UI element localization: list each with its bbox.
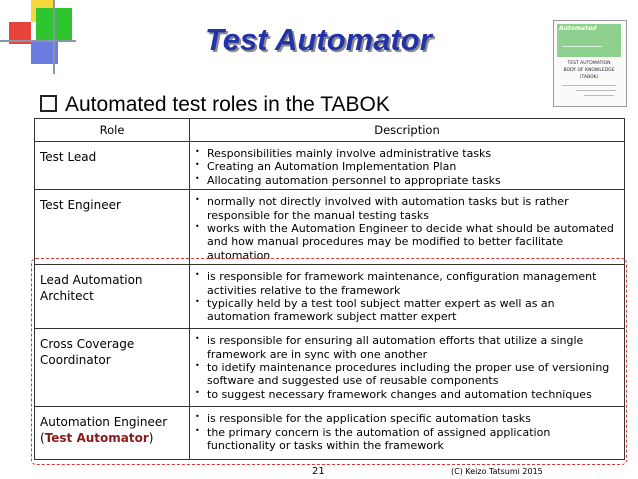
slide-title: Test Automator: [205, 22, 432, 57]
book-cover-rule: [584, 95, 614, 96]
page-number: 21: [312, 466, 325, 477]
subtitle-text: Automated test roles in the TABOK: [65, 93, 390, 116]
list-item: • is responsible for ensuring all automation efforts that utilize a single framework are in sync with one another: [193, 334, 621, 361]
role-cell: Lead Automation Architect: [35, 265, 190, 329]
book-cover-line: (TABOK): [579, 75, 599, 80]
book-cover-rule: [576, 90, 616, 91]
description-cell: [190, 190, 625, 265]
list-item: • works with the Automation Engineer to decide what should be automated and how manual procedures may be modified to better facilitate automation: [193, 222, 621, 262]
description-cell: [190, 329, 625, 407]
book-cover-rule: [562, 85, 616, 86]
decor-line-horizontal: [0, 40, 76, 42]
list-item: • Responsibilities mainly involve administrative tasks: [193, 147, 621, 160]
description-cell: [190, 265, 625, 329]
decor-line-vertical: [53, 0, 55, 74]
list-item: • is responsible for the application specific automation tasks: [193, 412, 621, 425]
list-item: • is responsible for framework maintenance, configuration management activities relative to the framework: [193, 270, 621, 297]
table-row: [35, 329, 625, 407]
list-item: • to suggest necessary framework changes and automation techniques: [193, 388, 621, 401]
list-item: • Creating an Automation Implementation Plan: [193, 160, 621, 173]
column-header-role: Role: [35, 119, 190, 142]
roles-table: [34, 118, 625, 460]
copyright-notice: (C) Keizo Tatsumi 2015: [451, 467, 543, 476]
role-cell: Cross Coverage Coordinator: [35, 329, 190, 407]
book-cover-rule: [562, 46, 602, 47]
book-cover-title: Automated: [559, 25, 597, 32]
table-header-row: [35, 119, 625, 142]
role-note-close: ): [148, 431, 154, 446]
role-note-open: (: [40, 431, 45, 446]
checkbox-bullet-icon: [40, 95, 57, 112]
role-cell: [35, 407, 190, 460]
role-name: Automation Engineer: [40, 415, 168, 430]
list-item: • the primary concern is the automation of assigned application functionality or tasks within the framework: [193, 426, 621, 453]
table-row: [35, 190, 625, 265]
role-cell: Test Lead: [35, 142, 190, 190]
book-cover-line: BODY OF KNOWLEDGE: [563, 68, 615, 73]
list-item: • to idetify maintenance procedures including the proper use of versioning software and suggested use of reusable components: [193, 361, 621, 388]
role-note-highlight: Test Automator: [44, 431, 149, 446]
table-row: [35, 407, 625, 460]
description-cell: [190, 407, 625, 460]
table-row: [35, 265, 625, 329]
book-cover-image: [553, 20, 627, 107]
table-row: [35, 142, 625, 190]
list-item: • typically held by a test tool subject matter expert as well as an automation framework subject matter expert: [193, 297, 621, 324]
slide-subtitle: [40, 93, 390, 117]
description-cell: [190, 142, 625, 190]
role-cell: Test Engineer: [35, 190, 190, 265]
list-item: • normally not directly involved with automation tasks but is rather responsible for the manual testing tasks: [193, 195, 621, 222]
list-item: • Allocating automation personnel to appropriate tasks: [193, 174, 621, 187]
book-cover-line: TEST AUTOMATION: [567, 61, 611, 66]
column-header-description: Description: [190, 119, 625, 142]
